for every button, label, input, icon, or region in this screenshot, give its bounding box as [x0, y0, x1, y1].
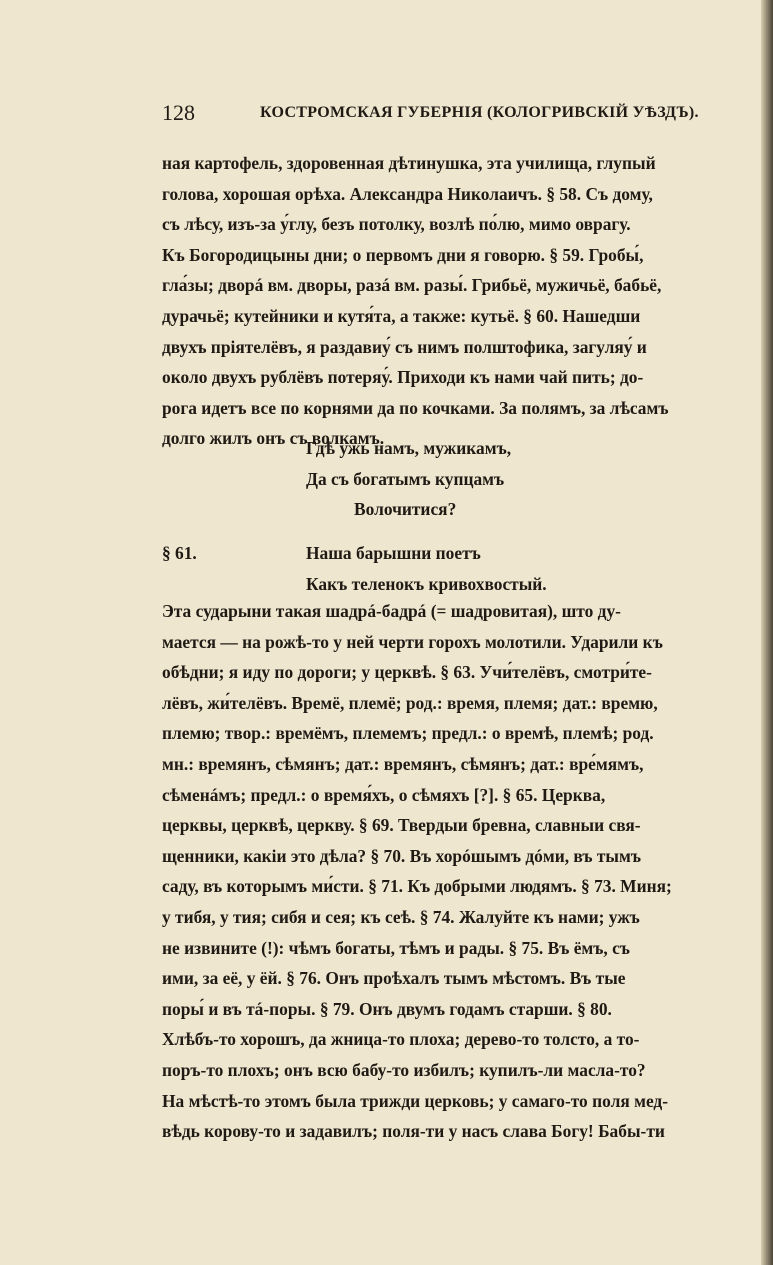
text-line: ими, за её, у ёй. § 76. Онъ проѣхалъ тымъ мѣстомъ. Въ тые	[162, 968, 626, 989]
text-line: мается — на рожѣ-то у ней черти горохъ молотили. Ударили къ	[162, 631, 663, 652]
text-line: Хлѣбъ-то хорошъ, да жница-то плоха; дерево-то толсто, а то-	[162, 1029, 640, 1050]
text-line: двухъ пріятелёвъ, я раздавиу́ съ нимъ полштофика, загуляу́ и	[162, 336, 647, 357]
text-line: На мѣстѣ-то этомъ была трижди церковь; у самаго-то поля мед-	[162, 1090, 669, 1111]
text-line: церквы, церквѣ, церкву. § 69. Твердыи бревна, славныи свя-	[162, 815, 641, 836]
text-line: не извините (!): чѣмъ богаты, тѣмъ и рады. § 75. Въ ёмъ, съ	[162, 937, 630, 958]
verse-line: Гдѣ ужь намъ, мужикамъ,	[306, 438, 512, 458]
section-61-label: § 61.	[162, 543, 197, 563]
page-header	[162, 100, 742, 134]
text-line: у тибя, у тия; сибя и сея; къ сеѣ. § 74. Жалуйте къ нами; ужъ	[162, 906, 640, 927]
text-line: гла́зы; дворá вм. дворы, разá вм. разы́. Грибьё, мужичьё, бабьё,	[162, 275, 662, 296]
text-line: обѣдни; я иду по дороги; у церквѣ. § 63. Учи́телёвъ, смотри́те-	[162, 662, 652, 683]
page-number: 128	[162, 100, 195, 125]
text-line: мн.: времянъ, сѣмянъ; дат.: времянъ, сѣмянъ; дат.: вре́мямъ,	[162, 753, 644, 774]
text-line: поры́ и въ тá-поры. § 79. Онъ двумъ годамъ старши. § 80.	[162, 998, 612, 1019]
paragraph-2	[162, 596, 744, 1147]
text-line: поръ-то плохъ; онъ всю бабу-то избилъ; купилъ-ли масла-то?	[162, 1059, 646, 1080]
text-line: долго жилъ онъ съ волкамъ.	[162, 428, 385, 449]
text-line: Эта сударыни такая шадрá-бадрá (= шадровитая), што ду-	[162, 601, 621, 621]
verse-line: Какъ теленокъ кривохвостый.	[306, 573, 547, 594]
text-line: около двухъ рублёвъ потеряу́. Приходи къ нами чай пить; до-	[162, 367, 644, 388]
verse-line: Да съ богатымъ купцамъ	[306, 468, 505, 489]
text-line: рога идетъ все по корнями да по кочками. За полямъ, за лѣсамъ	[162, 397, 669, 418]
text-line: дурачьё; кутейники и кутя́та, а также: кутьё. § 60. Нашедши	[162, 305, 641, 326]
text-line: съ лѣсу, изъ-за у́глу, безъ потолку, возлѣ по́лю, мимо оврагу.	[162, 214, 631, 235]
paragraph-1	[162, 148, 744, 454]
page-edge-shadow	[761, 0, 773, 1265]
text-line: голова, хорошая орѣха. Александра Николаичъ. § 58. Съ дому,	[162, 183, 653, 204]
verse-2	[306, 538, 547, 599]
text-line: ная картофель, здоровенная дѣтинушка, эта училища, глупый	[162, 153, 656, 173]
text-line: сѣменáмъ; предл.: о время́хъ, о сѣмяхъ [?]. § 65. Церква,	[162, 784, 606, 805]
verse-line: Волочитися?	[354, 499, 457, 520]
verse-1	[306, 433, 511, 525]
verse-line: Наша барышни поетъ	[306, 543, 481, 563]
text-line: вѣдь корову-то и задавилъ; поля-ти у насъ слава Богу! Бабы-ти	[162, 1121, 665, 1142]
running-title: КОСТРОМСКАЯ ГУБЕРНІЯ (КОЛОГРИВСКІЙ УѢЗДЪ).	[260, 104, 699, 121]
text-line: саду, въ которымъ ми́сти. § 71. Къ добрыми людямъ. § 73. Миня;	[162, 876, 672, 897]
text-line: племю; твор.: времёмъ, племемъ; предл.: о времѣ, племѣ; род.	[162, 723, 654, 744]
text-line: Къ Богородицыны дни; о первомъ дни я говорю. § 59. Гробы́,	[162, 244, 644, 265]
text-line: лёвъ, жи́телёвъ. Времё, племё; род.: время, племя; дат.: времю,	[162, 692, 658, 713]
text-line: щенники, какіи это дѣла? § 70. Въ хорóшымъ дóми, въ тымъ	[162, 845, 641, 866]
